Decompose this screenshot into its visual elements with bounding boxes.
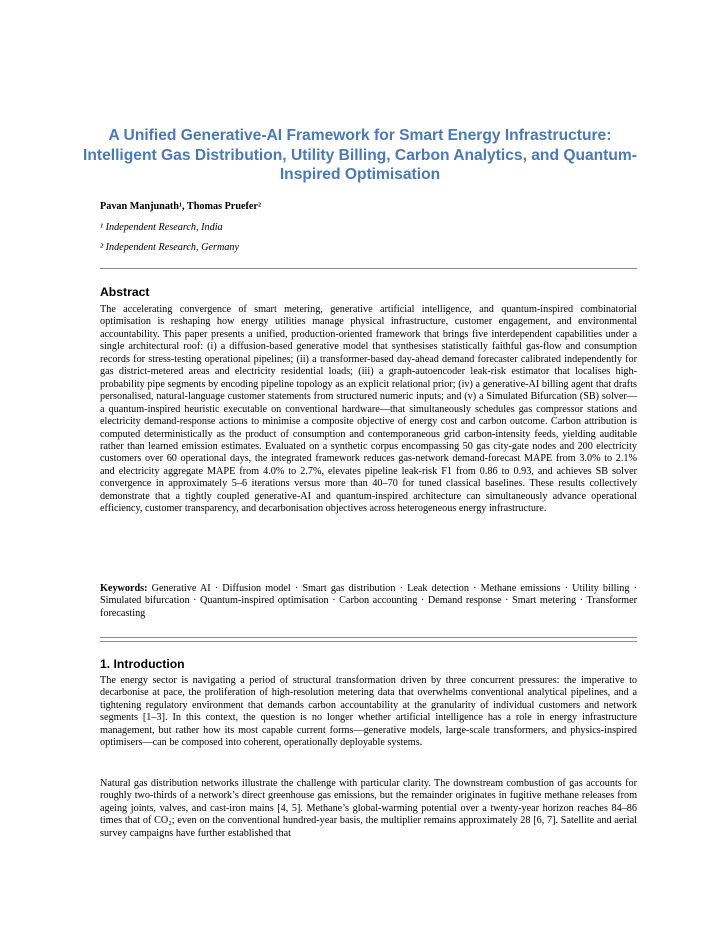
intro-paragraph-2: Natural gas distribution networks illustrate the challenge with particular clarity. The downstream combustion of gas accounts for roughly two-thirds of a network’s direct greenhouse gas emissions, but the remainder originates in fugitive methane releases from ageing joints, valves, and cast-iron mains [4, 5]. Methane’s global-warming potential over a twenty-year horizon reaches 84–86 times that of CO₂; even on the conventional hundred-year basis, the multiplier remains approximately 28 [6, 7]. Satellite and aerial survey campaigns have further established that bbox=[100, 778, 637, 839]
section-heading-introduction: 1. Introduction bbox=[100, 657, 185, 671]
keywords-list: Generative AI · Diffusion model · Smart gas distribution · Leak detection · Methane emissions · Utility billing · Simulated bifurcation · Quantum-inspired optimisation · Carbon accounting · Demand response · Smart metering · Transformer forecasting bbox=[100, 583, 637, 619]
affiliation-1: ¹ Independent Research, India bbox=[100, 222, 223, 233]
affiliation-2: ² Independent Research, Germany bbox=[100, 242, 240, 253]
abstract-text: The accelerating convergence of smart metering, generative artificial intelligence, and quantum-inspired combinatorial optimisation is reshaping how energy utilities manage physical infrastructure, customer engagement, and environmental accountability. This paper presents a unified, production-oriented framework that brings five interdependent capabilities under a single architectural roof: (i) a diffusion-based generative model that synthesises statistically faithful gas-flow and consumption records for stress-testing operational pipelines; (ii) a transformer-based day-ahead demand forecaster calibrated independently for gas district-metered areas and electricity residential loads; (iii) a graph-autoencoder leak-risk estimator that localises high-probability pipe segments by encoding pipeline topology as an explicit relational prior; (iv) a generative-AI billing agent that drafts personalised, natural-language customer statements from structured numeric inputs; and (v) a Simulated Bifurcation (SB) solver—a quantum-inspired heuristic executable on conventional hardware—that simultaneously schedules gas compressor stations and electricity demand-response actions to minimise a composite objective of energy cost and carbon outcome. Carbon attribution is computed deterministically as the product of consumption and contemporaneous grid carbon-intensity feeds, yielding auditable rather than learned emission estimates. Evaluated on a synthetic corpus encompassing 50 gas city-gate nodes and 200 electricity customers over 60 operational days, the integrated framework reduces gas-network demand-forecast MAPE from 3.0% to 2.1% and electricity aggregate MAPE from 4.0% to 2.7%, elevates pipeline leak-risk F1 from 0.86 to 0.93, and achieves SB solver convergence in approximately 5–6 iterations versus more than 40–70 for tuned classical baselines. These results collectively demonstrate that a tightly coupled generative-AI and quantum-inspired architecture can simultaneously advance operational efficiency, customer transparency, and decarbonisation objectives across heterogeneous energy infrastructure. bbox=[100, 304, 637, 515]
divider-bottom-1 bbox=[100, 637, 637, 638]
abstract-heading: Abstract bbox=[100, 285, 150, 299]
author-list: Pavan Manjunath¹, Thomas Pruefer² bbox=[100, 201, 262, 212]
keywords bbox=[100, 583, 637, 620]
paper-title: A Unified Generative-AI Framework for Smart Energy Infrastructure: Intelligent Gas Distribution, Utility Billing, Carbon Analytics, and Quantum-Inspired Optimisation bbox=[83, 127, 637, 183]
intro-paragraph-1: The energy sector is navigating a period of structural transformation driven by three concurrent pressures: the imperative to decarbonise at pace, the proliferation of high-resolution metering data that overwhelms conventional analytical pipelines, and a tightening regulatory environment that demands carbon accountability at the granularity of individual customers and network segments [1–3]. In this context, the question is no longer whether artificial intelligence has a role in energy infrastructure management, but rather how its most capable current forms—generative models, large-scale transformers, and physics-inspired optimisers—can be composed into coherent, operationally deployable systems. bbox=[100, 675, 637, 749]
divider-bottom-2 bbox=[100, 641, 637, 642]
divider-top bbox=[100, 268, 637, 269]
keywords-label: Keywords: bbox=[100, 583, 148, 594]
